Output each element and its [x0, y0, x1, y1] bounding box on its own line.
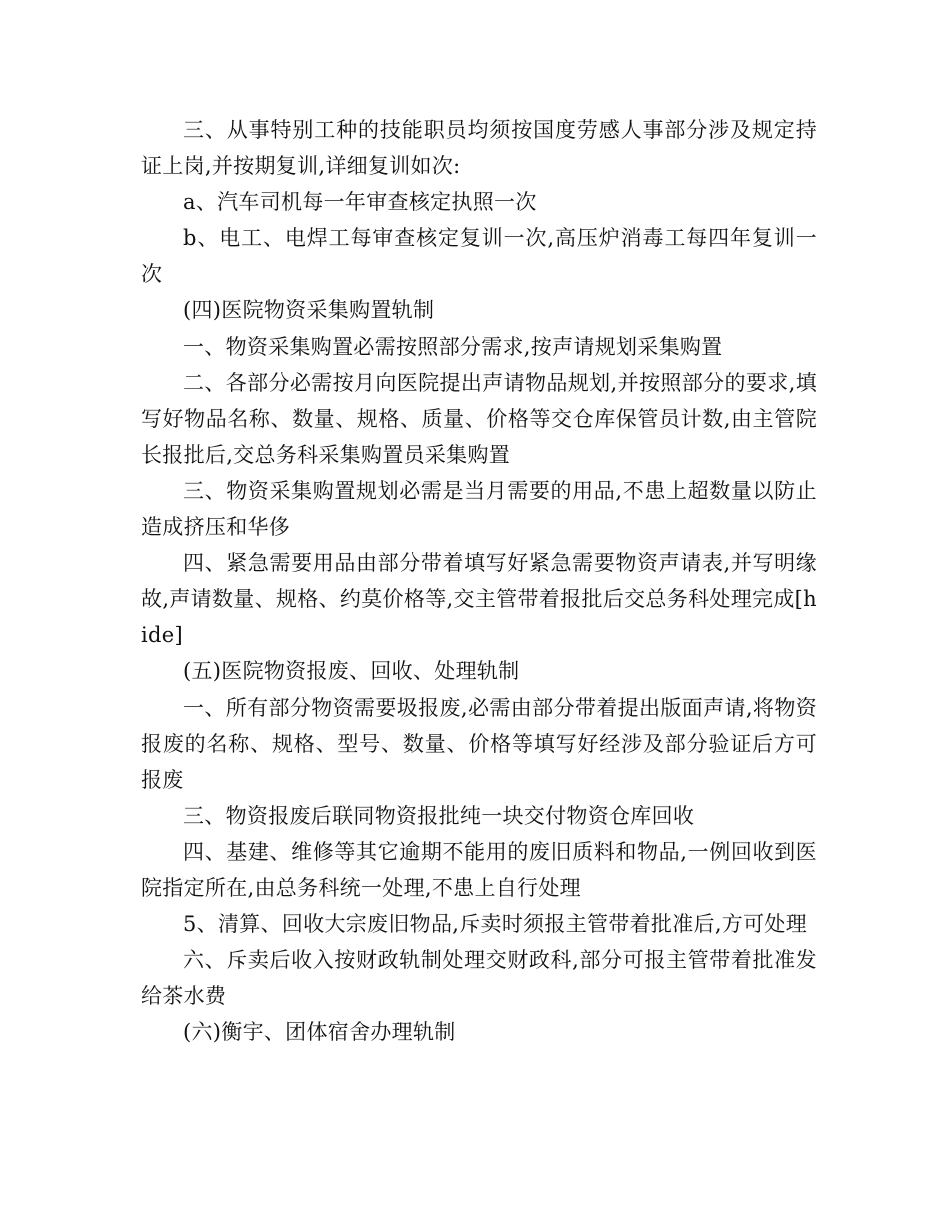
paragraph: 四、基建、维修等其它逾期不能用的废旧质料和物品,一例回收到医院指定所在,由总务科统一处理,不患上自行处理 — [141, 839, 817, 900]
paragraph: 六、斥卖后收入按财政轨制处理交财政科,部分可报主管带着批准发给茶水费 — [141, 948, 817, 1009]
paragraph: 四、紧急需要用品由部分带着填写好紧急需要物资声请表,并写明缘故,声请数量、规格、约莫价格等,交主管带着报批后交总务科处理完成[hide] — [141, 551, 817, 648]
document-body — [141, 112, 817, 1050]
section-heading: (四)医院物资采集购置轨制 — [183, 298, 435, 323]
paragraph: 一、所有部分物资需要圾报废,必需由部分带着提出版面声请,将物资报废的名称、规格、型号、数量、价格等填写好经涉及部分验证后方可报废 — [141, 695, 817, 792]
paragraph: 三、从事特别工种的技能职员均须按国度劳感人事部分涉及规定持证上岗,并按期复训,详细复训如次: — [141, 118, 817, 179]
paragraph: 一、物资采集购置必需按照部分需求,按声请规划采集购置 — [183, 334, 723, 359]
paragraph: 二、各部分必需按月向医院提出声请物品规划,并按照部分的要求,填写好物品名称、数量、规格、质量、价格等交仓库保管员计数,由主管院长报批后,交总务科采集购置员采集购置 — [141, 370, 817, 467]
paragraph: 5、清算、回收大宗废旧物品,斥卖时须报主管带着批准后,方可处理 — [183, 912, 808, 937]
paragraph: a、汽车司机每一年审查核定执照一次 — [183, 190, 537, 215]
paragraph: b、电工、电焊工每审查核定复训一次,高压炉消毒工每四年复训一次 — [141, 226, 817, 287]
paragraph: 三、物资采集购置规划必需是当月需要的用品,不患上超数量以防止造成挤压和华侈 — [141, 478, 817, 540]
paragraph: 三、物资报废后联同物资报批纯一块交付物资仓库回收 — [183, 803, 695, 828]
section-heading: (六)衡宇、团体宿舍办理轨制 — [183, 1020, 456, 1045]
section-heading: (五)医院物资报废、回收、处理轨制 — [183, 659, 520, 684]
